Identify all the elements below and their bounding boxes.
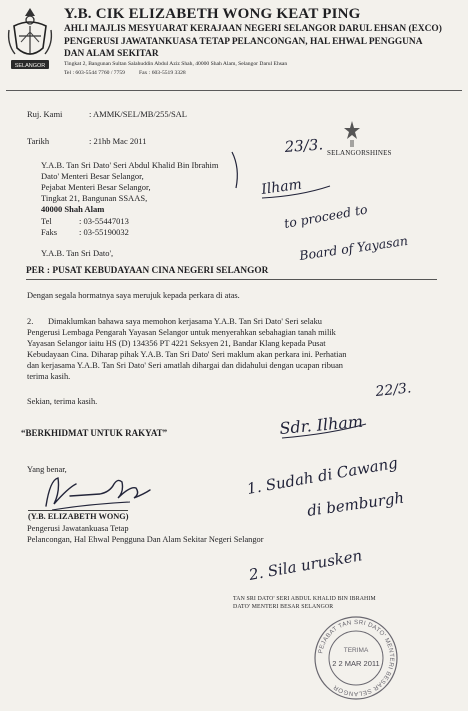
body-line: Pengerusi Lembaga Pengarah Yayasan Selangor untuk menyerahkan sebahagian tanah milik — [27, 328, 336, 337]
stamp-date: 2 2 MAR 2011 — [332, 659, 380, 668]
body-line: Kebudayaan Cina. Diharap pihak Y.A.B. Tan Sri Dato' Seri maklum akan perkara ini. Perhatian — [27, 350, 347, 359]
sender-title-1: Pengerusi Jawatankuasa Tetap — [27, 524, 129, 533]
cc-line: DATO' MENTERI BESAR SELANGOR — [233, 604, 334, 610]
tel-value: : 03-55447013 — [79, 216, 129, 226]
sender-title-2: Pelancongan, Hal Ehwal Pengguna Dan Alam Sekitar Negeri Selangor — [27, 535, 264, 544]
reference-value: : AMMK/SEL/MB/255/SAL — [89, 109, 188, 119]
recipient-line: Tingkat 21, Bangunan SSAAS, — [41, 193, 148, 203]
received-stamp — [312, 614, 400, 702]
date-label: Tarikh — [27, 136, 50, 146]
stamp-label: TERIMA — [343, 647, 369, 654]
tel-label: Tel — [41, 216, 52, 226]
note-item-2: 2. Sila urusken — [247, 546, 364, 584]
reference-label: Ruj. Kami — [27, 109, 63, 119]
letterhead-tel-fax: Tel : 603-5544 7760 / 7759 Fax : 603-5519 3328 — [64, 70, 186, 76]
letterhead-address: Tingkat 2, Bangunan Sultan Salahuddin Abdul Aziz Shah, 40000 Shah Alam, Selangor Darul Ehsan — [64, 61, 288, 67]
note-sdr-ilham: Sdr. Ilham — [278, 411, 364, 438]
note-date-1: 23/3. — [284, 135, 324, 156]
cc-line: TAN SRI DATO' SERI ABDUL KHALID BIN IBRAHIM — [233, 596, 376, 602]
recipient-line: Y.A.B. Tan Sri Dato' Seri Abdul Khalid Bin Ibrahim — [41, 160, 219, 170]
letterhead-line-1: AHLI MAJLIS MESYUARAT KERAJAAN NEGERI SELANGOR DARUL EHSAN (EXCO) — [64, 24, 442, 34]
stamp-ring-text: PEJABAT TAN SRI DATO' MENTERI BESAR SELANGOR — [317, 618, 396, 698]
motto: “BERKHIDMAT UNTUK RAKYAT” — [21, 428, 168, 438]
recipient-line: 40000 Shah Alam — [41, 204, 105, 214]
fax-value: : 03-55190032 — [79, 227, 129, 237]
fax-label: Faks — [41, 227, 58, 237]
subject-line: PER : PUSAT KEBUDAYAAN CINA NEGERI SELANGOR — [26, 266, 269, 276]
letterhead-line-3: DAN ALAM SEKITAR — [64, 49, 159, 59]
note-date-2: 22/3. — [374, 380, 413, 400]
note-item-1b: di bemburgh — [306, 488, 406, 520]
note-line-2: Board of Yayasan — [298, 232, 409, 263]
body-line: dan kerjasama Y.A.B. Tan Sri Dato' Seri amatlah dihargai dan didahului dengan ucapan ribuan — [27, 361, 343, 370]
note-ilham: Ilham — [260, 176, 303, 198]
sender-name: (Y.B. ELIZABETH WONG) — [28, 512, 129, 521]
selangor-shines-label: SELANGORSHINES — [327, 149, 392, 157]
letterhead-name: Y.B. CIK ELIZABETH WONG KEAT PING — [64, 6, 361, 22]
recipient-line: Pejabat Menteri Besar Selangor, — [41, 182, 151, 192]
recipient-line: Dato' Menteri Besar Selangor, — [41, 171, 144, 181]
salutation: Y.A.B. Tan Sri Dato', — [41, 248, 114, 258]
body-line: Yayasan Selangor iaitu HS (D) 134356 PT 4221 Seksyen 21, Bandar Klang kepada Pusat — [27, 339, 326, 348]
date-value: : 21hb Mac 2011 — [89, 136, 147, 146]
body-line: 2. Dimaklumkan bahawa saya memohon kerjasama Y.A.B. Tan Sri Dato' Seri selaku — [27, 317, 322, 326]
note-item-1a: 1. Sudah di Cawang — [245, 453, 400, 498]
note-line-1: to proceed to — [282, 201, 369, 231]
body-line: terima kasih. — [27, 372, 71, 381]
letterhead-line-2: PENGERUSI JAWATANKUASA TETAP PELANCONGAN, HAL EHWAL PENGGUNA — [64, 37, 423, 47]
opening-paragraph: Dengan segala hormatnya saya merujuk kepada perkara di atas. — [27, 291, 240, 300]
yours-truly: Yang benar, — [27, 465, 67, 474]
closing: Sekian, terima kasih. — [27, 397, 98, 406]
crest-label: SELANGOR — [14, 63, 46, 69]
